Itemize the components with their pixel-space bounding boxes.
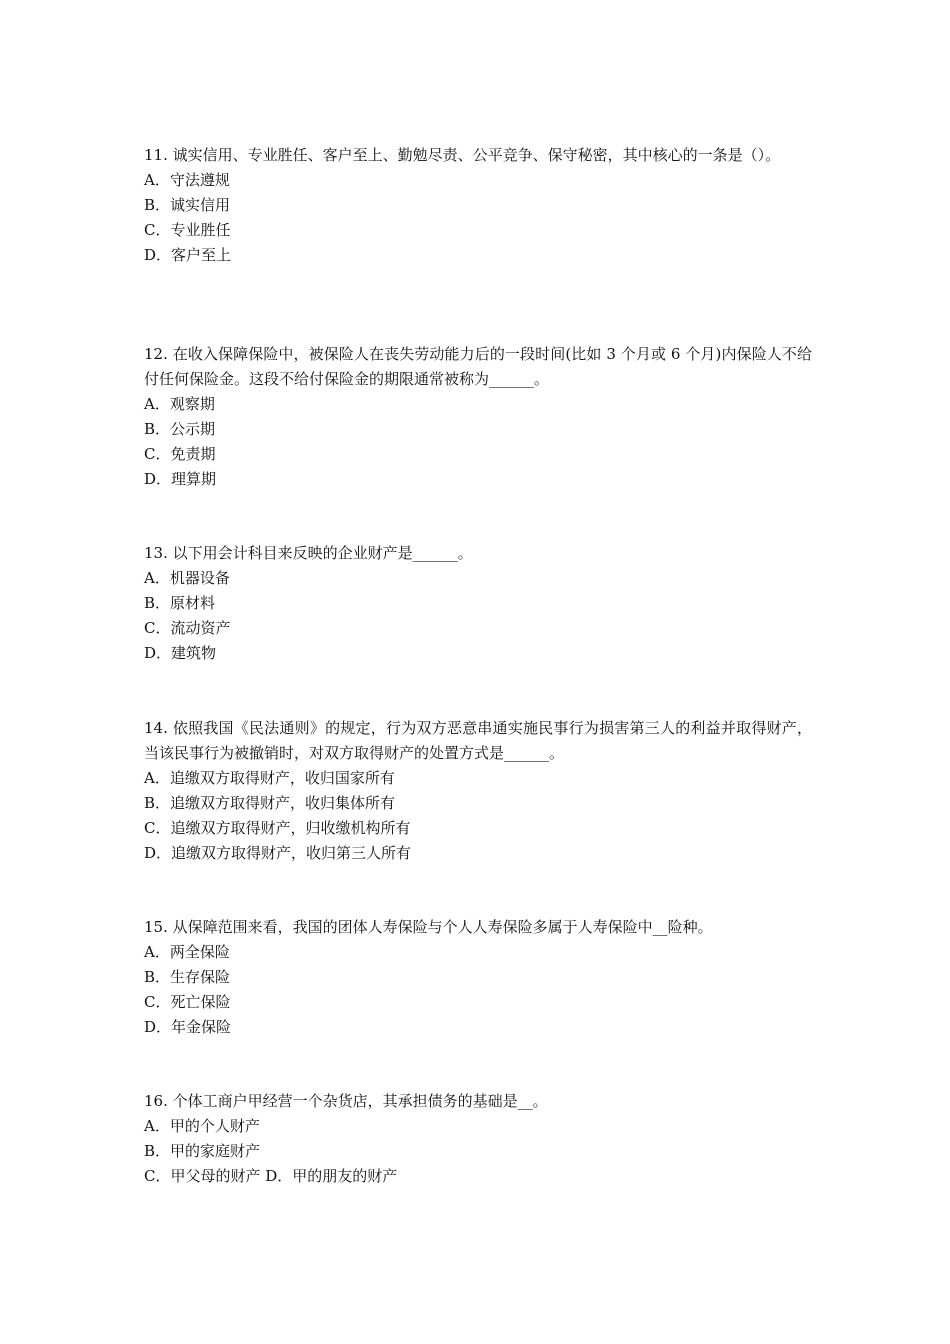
question-11	[144, 143, 812, 268]
question-stem: 16. 个体工商户甲经营一个杂货店，其承担债务的基础是__。	[144, 1092, 548, 1110]
question-stem: 15. 从保障范围来看，我国的团体人寿保险与个人人寿保险多属于人寿保险中__险种。	[144, 918, 713, 936]
option-c: C．流动资产	[144, 619, 231, 637]
option-b: B．甲的家庭财产	[144, 1142, 261, 1160]
option-b: B．原材料	[144, 594, 216, 612]
question-stem: 13. 以下用会计科目来反映的企业财产是______。	[144, 544, 473, 562]
option-d: D．理算期	[144, 470, 217, 488]
question-14	[144, 716, 812, 866]
question-stem: 11. 诚实信用、专业胜任、客户至上、勤勉尽责、公平竞争、保守秘密，其中核心的一条是（）。	[144, 146, 781, 164]
option-c: C．死亡保险	[144, 993, 231, 1011]
question-12	[144, 342, 812, 492]
option-a: A．追缴双方取得财产，收归国家所有	[144, 769, 395, 787]
question-16	[144, 1089, 812, 1189]
option-a: A．守法遵规	[144, 171, 230, 189]
question-13	[144, 541, 812, 666]
option-a: A．两全保险	[144, 943, 230, 961]
option-c-d: C．甲父母的财产 D．甲的朋友的财产	[144, 1167, 398, 1185]
option-c: C．免责期	[144, 445, 216, 463]
option-d: D．客户至上	[144, 246, 232, 264]
option-a: A．机器设备	[144, 569, 230, 587]
option-c: C．追缴双方取得财产，归收缴机构所有	[144, 819, 411, 837]
option-d: D．追缴双方取得财产，收归第三人所有	[144, 844, 412, 862]
question-stem: 14. 依照我国《民法通则》的规定，行为双方恶意串通实施民事行为损害第三人的利益并取得财产，当该民事行为被撤销时，对双方取得财产的处置方式是______。	[144, 719, 812, 762]
option-c: C．专业胜任	[144, 221, 231, 239]
question-15	[144, 915, 812, 1040]
option-b: B．生存保险	[144, 968, 231, 986]
option-b: B．诚实信用	[144, 196, 231, 214]
option-d: D．年金保险	[144, 1018, 232, 1036]
option-d: D．建筑物	[144, 644, 217, 662]
option-b: B．追缴双方取得财产，收归集体所有	[144, 794, 396, 812]
option-b: B．公示期	[144, 420, 216, 438]
option-a: A．甲的个人财产	[144, 1117, 260, 1135]
option-a: A．观察期	[144, 395, 215, 413]
question-stem: 12. 在收入保障保险中，被保险人在丧失劳动能力后的一段时间(比如 3 个月或 6 个月)内保险人不给付任何保险金。这段不给付保险金的期限通常被称为______。	[144, 345, 812, 388]
